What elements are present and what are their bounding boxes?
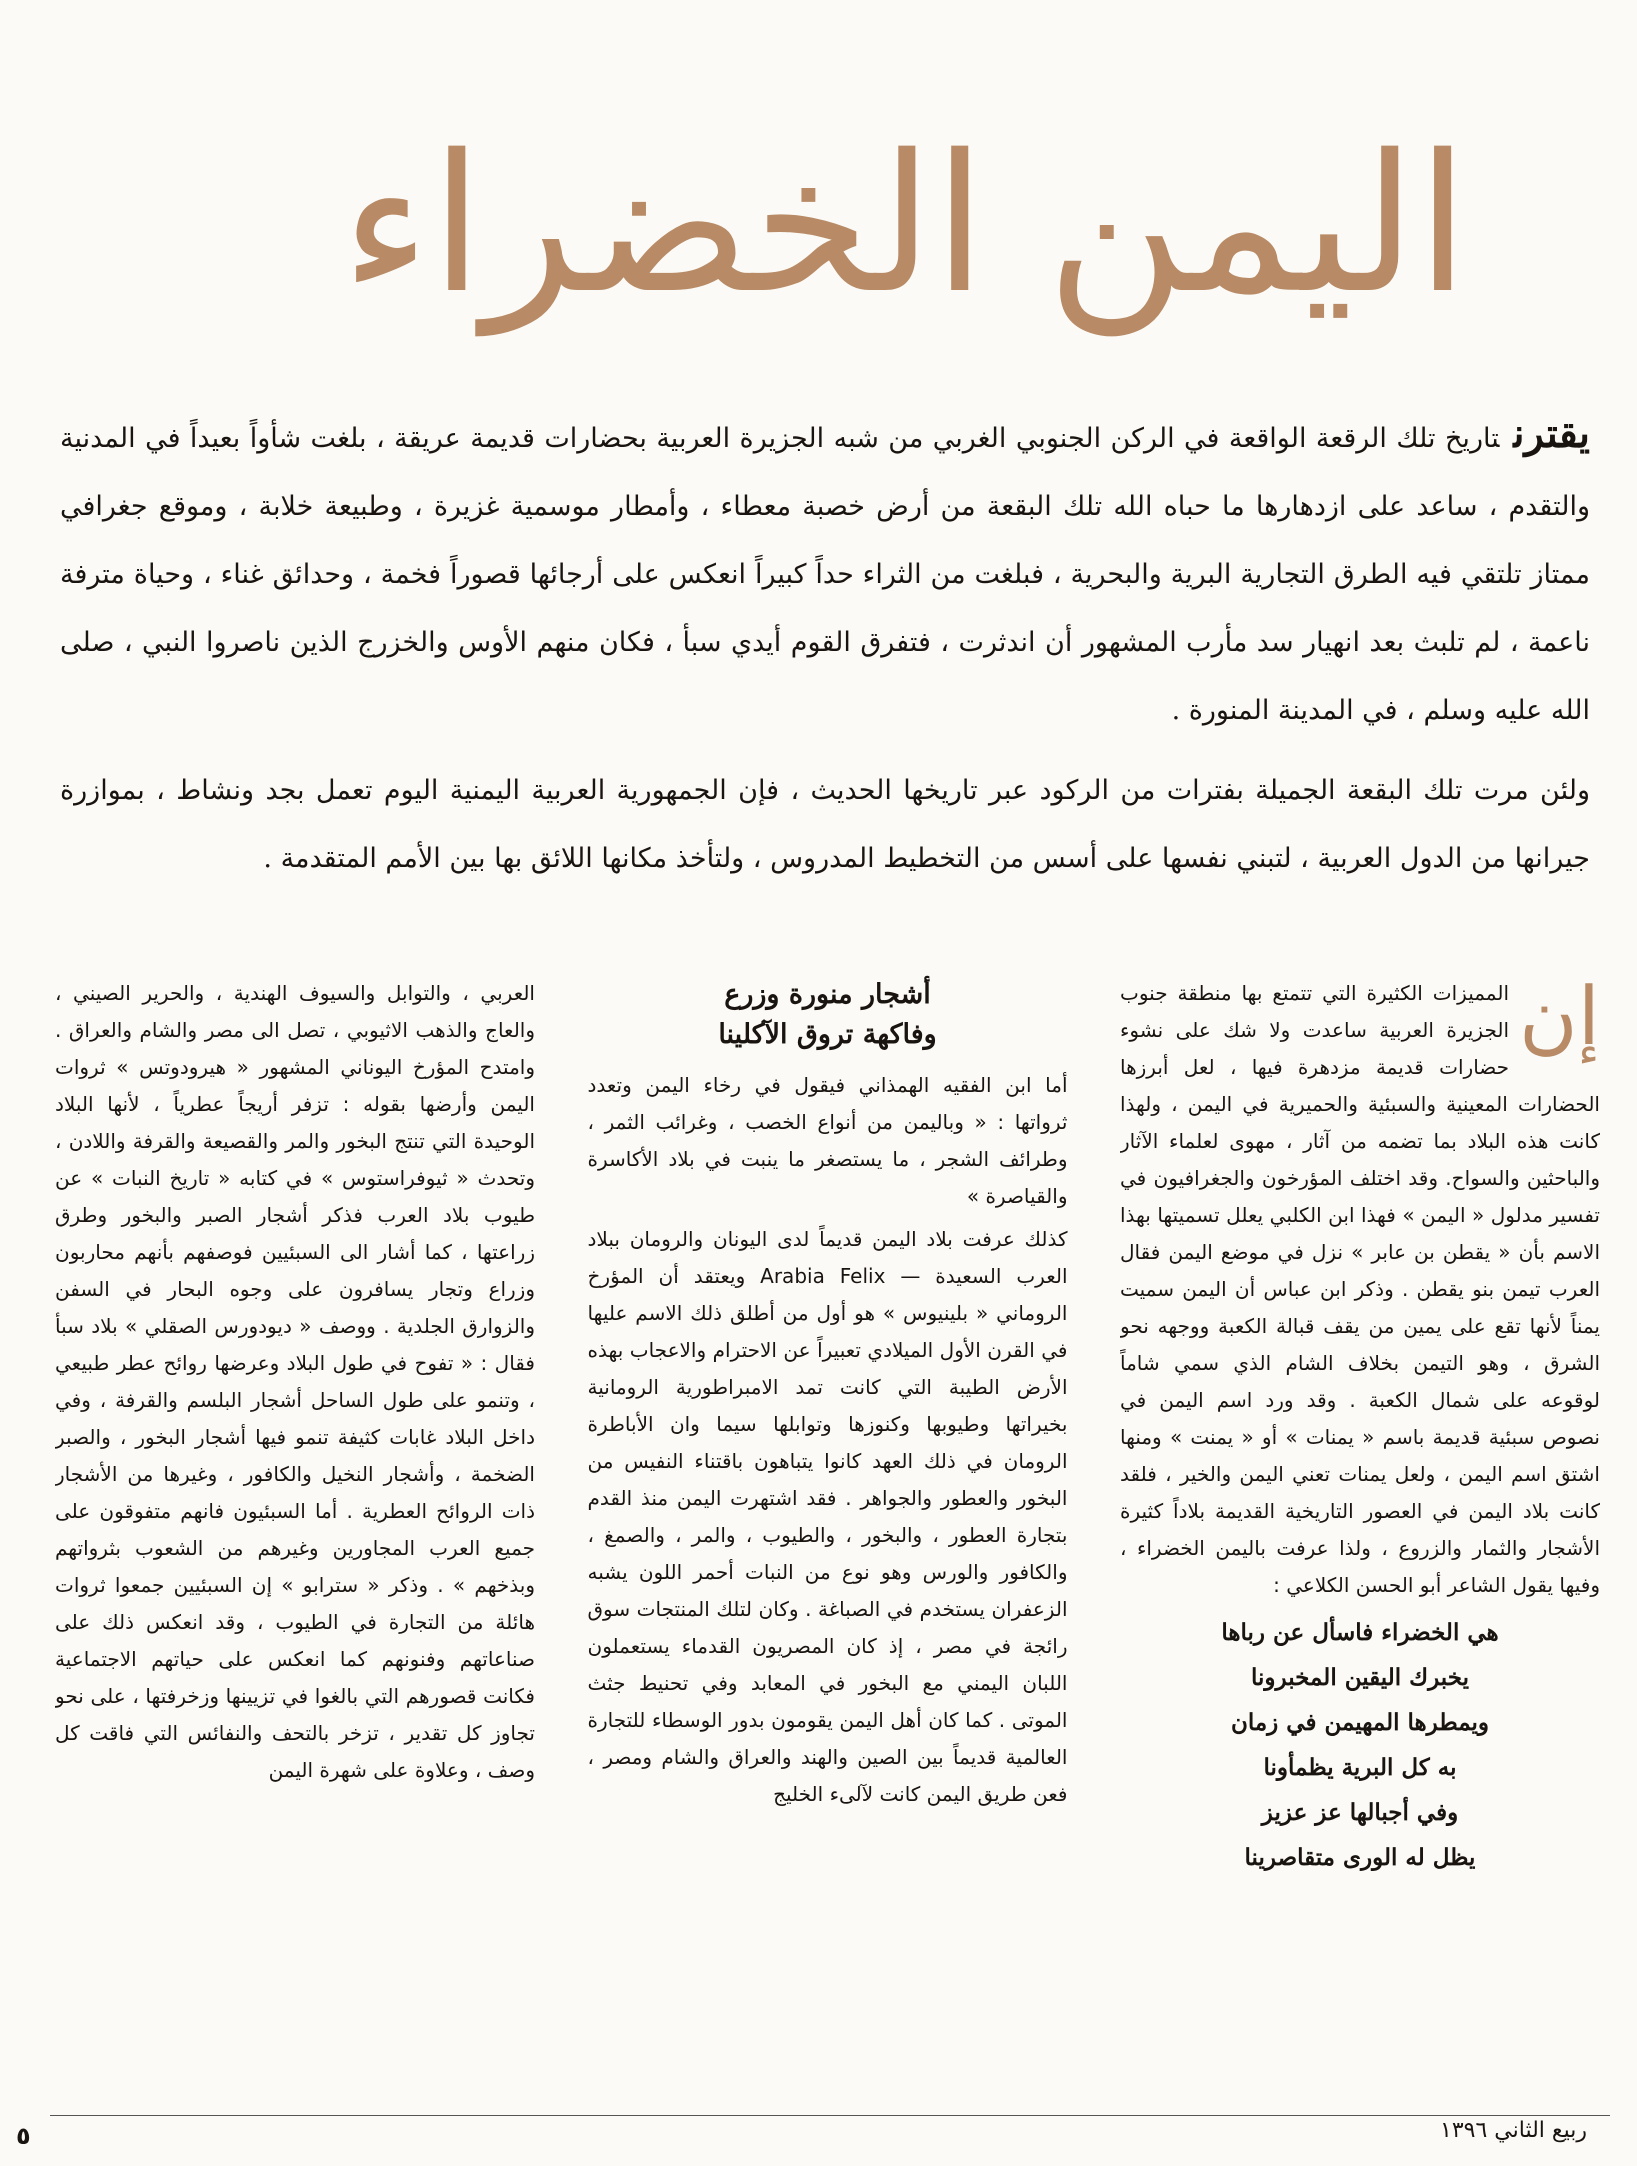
- column-left: [55, 975, 535, 2085]
- poem-line: يظل له الورى متقاصرينا: [1244, 1844, 1476, 1871]
- column-middle-heading: [588, 975, 1068, 1055]
- heading-line-2: وفاكهة تروق الآكلينا: [718, 1019, 937, 1050]
- poem-line: يخبرك اليقين المخبرونا: [1251, 1664, 1469, 1691]
- intro-lead-word: يقترن: [1513, 410, 1590, 457]
- page-title: اليمن الخضراء: [341, 114, 1469, 335]
- column-right: [1120, 975, 1600, 2085]
- heading-line-1: أشجار منورة وزرع: [724, 979, 931, 1010]
- poem-line: هي الخضراء فاسأل عن رباها: [1221, 1619, 1499, 1646]
- footer-divider: [50, 2115, 1610, 2116]
- intro-paragraph-1-text: تاريخ تلك الرقعة الواقعة في الركن الجنوبي الغربي من شبه الجزيرة العربية بحضارات قديمة عريقة ، بلغت شأواً بعيداً في المدنية والتقدم ، ساعد على ازدهارها ما حباه الله تلك البقعة من أرض خصبة معطاء ، وأمطار موسمية غزيرة ، وطبيعة خلابة ، وموقع جغرافي ممتاز تلتقي فيه الطرق التجارية البرية والبحرية ، فبلغت من الثراء حداً كبيراً انعكس على أرجائها قصوراً فخمة ، وحدائق غناء ، وحياة مترفة ناعمة ، لم تلبث بعد انهيار سد مأرب المشهور أن اندثرت ، فتفرق القوم أيدي سبأ ، فكان منهم الأوس والخزرج الذين ناصروا النبي ، صلى الله عليه وسلم ، في المدينة المنورة .: [60, 423, 1590, 726]
- column-right-text: المميزات الكثيرة التي تتمتع بها منطقة جنوب الجزيرة العربية ساعدت ولا شك على نشوء حضارات قديمة مزدهرة فيها ، لعل أبرزها الحضارات المعينية والسبئية والحميرية في اليمن ، ولهذا كانت هذه البلاد بما تضمه من آثار ، مهوى لعلماء الآثار والباحثين والسواح. وقد اختلف المؤرخون والجغرافيون في تفسير مدلول « اليمن » فهذا ابن الكلبي يعلل تسميتها بهذا الاسم بأن « يقطن بن عابر » نزل في موضع اليمن فقال العرب تيمن بنو يقطن . وذكر ابن عباس أن اليمن سميت يمناً لأنها تقع على يمين من يقف قبالة الكعبة ووجهه نحو الشرق ، وهو التيمن بخلاف الشام الذي سمي شاماً لوقوعه على شمال الكعبة . وقد ورد اسم اليمن في نصوص سبئية قديمة باسم « يمنات » أو « يمنت » ومنها اشتق اسم اليمن ، ولعل يمنات تعني اليمن والخير ، فلقد كانت بلاد اليمن في العصور التاريخية القديمة بلاداً كثيرة الأشجار والثمار والزروع ، ولذا عرفت باليمن الخضراء ، وفيها يقول الشاعر أبو الحسن الكلاعي :: [1120, 981, 1600, 1597]
- poem-line: ويمطرها المهيمن في زمان: [1230, 1709, 1490, 1736]
- intro-section: [60, 400, 1590, 905]
- intro-paragraph-2: ولئن مرت تلك البقعة الجميلة بفترات من الركود عبر تاريخها الحديث ، فإن الجمهورية العربية اليمنية اليوم تعمل بجد ونشاط ، بموازرة جيرانها من الدول العربية ، لتبني نفسها على أسس من التخطيط المدروس ، ولتأخذ مكانها اللائق بها بين الأمم المتقدمة .: [60, 775, 1590, 874]
- column-right-paragraph: [1120, 975, 1600, 1604]
- article-columns: [55, 975, 1600, 2085]
- poem-line: به كل البرية يظمأونا: [1263, 1754, 1457, 1781]
- column-left-paragraph: العربي ، والتوابل والسيوف الهندية ، والحرير الصيني ، والعاج والذهب الاثيوبي ، تصل الى مصر والشام والعراق . وامتدح المؤرخ اليوناني المشهور « هيرودوتس » ثروات اليمن وأرضها بقوله : تزفر أريجاً عطرياً ، لأنها البلاد الوحيدة التي تنتج البخور والمر والقصيعة والقرفة واللادن ، وتحدث « ثيوفراستوس » في كتابه « تاريخ النبات » عن طيوب بلاد العرب فذكر أشجار الصبر والبخور وطرق زراعتها ، كما أشار الى السبئيين فوصفهم بأنهم محاربون وزراع وتجار يسافرون على وجوه البحار في السفن والزوارق الجلدية . ووصف « ديودورس الصقلي » بلاد سبأ فقال : « تفوح في طول البلاد وعرضها روائح عطر طبيعي ، وتنمو على طول الساحل أشجار البلسم والقرفة ، وفي داخل البلاد غابات كثيفة تنمو فيها أشجار البخور ، والصبر الضخمة ، وأشجار النخيل والكافور ، وغيرها من الأشجار ذات الروائح العطرية . أما السبئيون فانهم متفوقون على جميع العرب المجاورين وغيرهم من الشعوب بثرواتهم وبذخهم » . وذكر « سترابو » إن السبئيين جمعوا ثروات هائلة من التجارة في الطيوب ، وقد انعكس ذلك على صناعاتهم وفنونهم كما انعكس على حياتهم الاجتماعية فكانت قصورهم التي بالغوا في تزيينها وزخرفتها ، على نحو تجاوز كل تقدير ، تزخر بالتحف والنفائس التي فاقت كل وصف ، وعلاوة على شهرة اليمن: [55, 981, 535, 1782]
- page-number: ٥: [16, 2122, 31, 2150]
- poem: [1120, 1610, 1600, 1880]
- poem-line: وفي أجبالها عز عزيز: [1261, 1799, 1459, 1826]
- intro-paragraph-1: [60, 400, 1590, 745]
- column-middle-paragraph-1: أما ابن الفقيه الهمذاني فيقول في رخاء اليمن وتعدد ثرواتها : « وباليمن من أنواع الخصب ، وغرائب الثمر ، وطرائف الشجر ، ما يستصغر ما ينبت في بلاد الأكاسرة والقياصرة »: [587, 1073, 1068, 1208]
- column-middle: [588, 975, 1068, 2085]
- issue-date: ربيع الثاني ١٣٩٦: [1440, 2118, 1587, 2143]
- column-middle-paragraph-2: كذلك عرفت بلاد اليمن قديماً لدى اليونان والرومان ببلاد العرب السعيدة — Arabia Felix ويعتقد أن المؤرخ الروماني « بلينيوس » هو أول من أطلق ذلك الاسم عليها في القرن الأول الميلادي تعبيراً عن الاحترام والاعجاب بهذه الأرض الطيبة التي كانت تمد الامبراطورية الرومانية بخيراتها وطيوبها وكنوزها وتوابلها سيما وان الأباطرة الرومان في ذلك العهد كانوا يتباهون باقتناء النفيس من البخور والعطور والجواهر . فقد اشتهرت اليمن منذ القدم بتجارة العطور ، والبخور ، والطيوب ، والمر ، والصمغ ، والكافور والورس وهو نوع من النبات أحمر اللون يشبه الزعفران يستخدم في الصباغة . وكان لتلك المنتجات سوق رائجة في مصر ، إذ كان المصريون القدماء يستعملون اللبان اليمني مع البخور في المعابد وفي تحنيط جثث الموتى . كما كان أهل اليمن يقومون بدور الوسطاء للتجارة العالمية قديماً بين الصين والهند والعراق والشام ومصر ، فعن طريق اليمن كانت لآلىء الخليج: [587, 1227, 1068, 1806]
- dropcap: إن: [1519, 975, 1600, 1063]
